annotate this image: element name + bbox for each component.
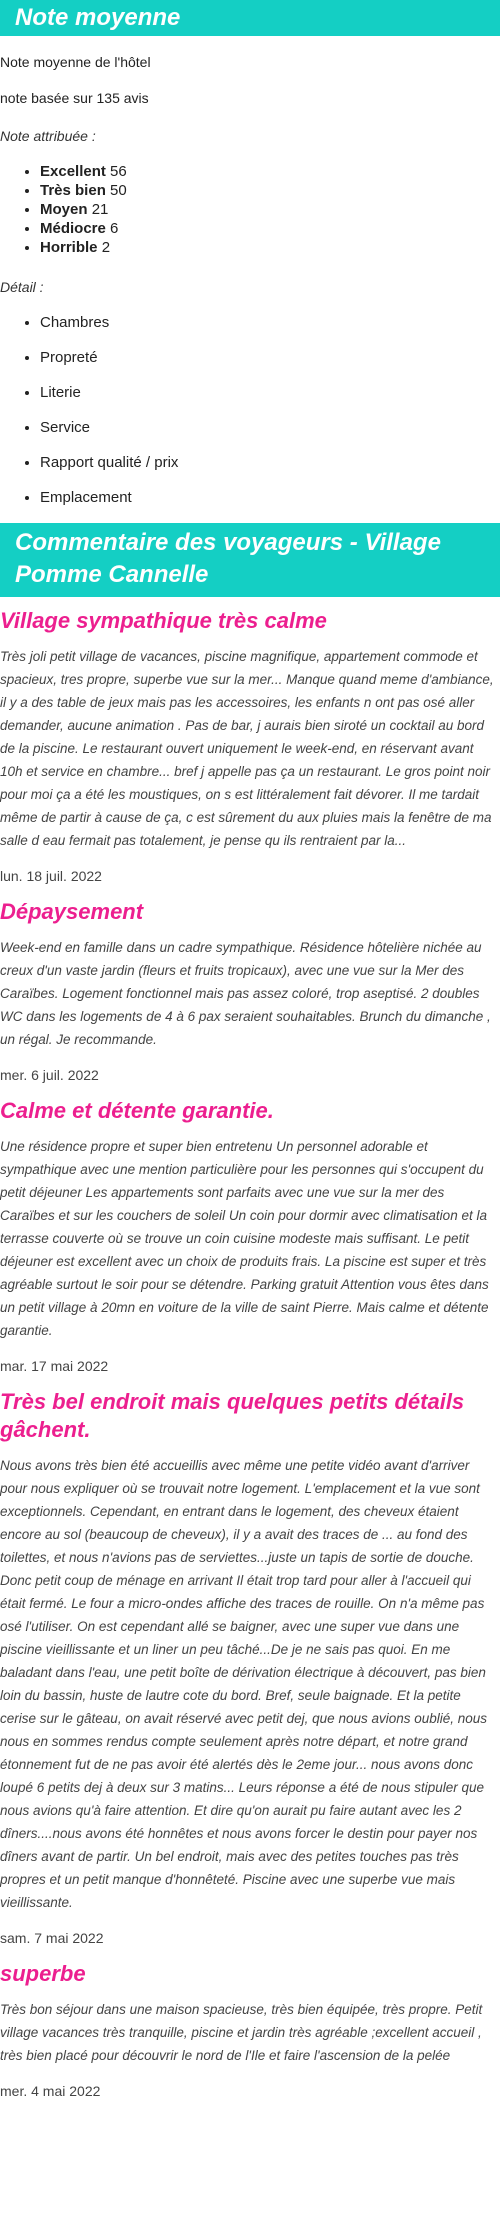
review-date: sam. 7 mai 2022 [0, 1930, 104, 1946]
rating-section-title: Note moyenne [15, 4, 181, 31]
rating-distribution-item: • Moyen 21 [40, 200, 500, 219]
rating-distribution-item: • Excellent 56 [40, 162, 500, 181]
review-date: mar. 17 mai 2022 [0, 1358, 109, 1374]
rating-detail-item: • Rapport qualité / prix [40, 453, 500, 472]
review-title: Dépaysement [0, 899, 144, 924]
rating-section-header [0, 0, 500, 36]
review [0, 1097, 500, 1374]
comments-section-title: Commentaire des voyageurs - Village Pomme Cannelle [15, 529, 441, 588]
review [0, 1960, 500, 2099]
review [0, 1388, 500, 1946]
comments-section-header [0, 523, 500, 597]
review-title: superbe [0, 1961, 86, 1986]
rating-distribution-list [0, 162, 500, 257]
review-date: lun. 18 juil. 2022 [0, 868, 102, 884]
rating-distribution-item: • Médiocre 6 [40, 219, 500, 238]
rating-distribution-item: • Très bien 50 [40, 181, 500, 200]
detail-label: Détail : [0, 279, 44, 295]
review-title: Très bel endroit mais quelques petits détails gâchent. [0, 1389, 465, 1442]
rating-detail-item: • Chambres [40, 313, 500, 332]
rating-detail-item: • Propreté [40, 348, 500, 367]
review [0, 898, 500, 1083]
review-count: note basée sur 135 avis [0, 90, 149, 106]
review-body: Très bon séjour dans une maison spacieuse, très bien équipée, très propre. Petit village vacances très tranquille, piscine et jardin très agréable ;excellent accueil , très bien placé pour découvrir le nord de l'Ile et faire l'ascension de la pelée [0, 2002, 483, 2063]
rating-detail-item: • Service [40, 418, 500, 437]
rating-detail-item: • Emplacement [40, 488, 500, 507]
review-body: Une résidence propre et super bien entretenu Un personnel adorable et sympathique avec une mention particulière pour les personnes qui s'occupent du petit déjeuner Les appartements sont parfaits avec une vue sur la mer des Caraïbes et sur les couchers de soleil Un coin pour dormir avec climatisation et la terrasse couverte où se trouve un coin cuisine modeste mais suffisant. Le petit déjeuner est excellent avec un choix de produits frais. La piscine est super et très agréable surtout le soir pour se détendre. Parking gratuit Attention vous êtes dans un petit village à 20mn en voiture de la ville de saint Pierre. Mais calme et détente garantie. [0, 1139, 489, 1338]
rating-distribution-item: • Horrible 2 [40, 238, 500, 257]
review-title: Calme et détente garantie. [0, 1098, 274, 1123]
review-body: Week-end en famille dans un cadre sympathique. Résidence hôtelière nichée au creux d'un vaste jardin (fleurs et fruits tropicaux), avec une vue sur la Mer des Caraïbes. Logement fonctionnel mais pas assez coloré, trop aseptisé. 2 doubles WC dans les logements de 4 à 6 pax seraient souhaitables. Brunch du dimanche , un régal. Je recommande. [0, 940, 491, 1047]
review [0, 607, 500, 884]
awarded-rating-label: Note attribuée : [0, 128, 96, 144]
hotel-rating-label: Note moyenne de l'hôtel [0, 54, 151, 70]
review-title: Village sympathique très calme [0, 608, 327, 633]
review-body: Très joli petit village de vacances, piscine magnifique, appartement commode et spacieux, tres propre, superbe vue sur la mer... Manque quand meme d'ambiance, il y a des table de jeux mais pas les accessoires, les enfants n ont pas osé aller demander, aucune animation . Pas de bar, j aurais bien siroté un cocktail au bord de la piscine. Le restaurant ouvert uniquement le week-end, en réservant avant 10h et service en chambre... bref j appelle pas ça un restaurant. Le gros point noir pour moi ça a été les moustiques, on s est littéralement fait dévorer. Il me tardait même de partir à cause de ça, c est sûrement du aux pluies mais la fenêtre de ma salle d eau fermait pas totalement, je pense qu ils rentraient par la... [0, 649, 494, 848]
rating-detail-list [0, 313, 500, 507]
review-body: Nous avons très bien été accueillis avec même une petite vidéo avant d'arriver pour nous expliquer où se trouvait notre logement. L'emplacement et la vue sont exceptionnels. Cependant, en entrant dans le logement, des cheveux étaient encore au sol (beaucoup de cheveux), il y a avait des traces de ... au fond des toilettes, et nous n'avions pas de serviettes...juste un tapis de sortie de douche. Donc petit coup de ménage en arrivant Il était trop tard pour aller à l'accueil qui était fermé. Le four a micro-ondes affiche des traces de rouille. On n'a même pas osé l'utiliser. On est cependant allé se baigner, avec une super vue dans une piscine vieillissante et un liner un peu tâché...De je ne sais pas quoi. En me baladant dans l'eau, une petit boîte de dérivation électrique à découvert, pas bien loin du bassin, huste de lautre cote du bord. Bref, seule baignade. Et la petite cerise sur le gâteau, on avait réservé avec petit dej, que nous avions oublié, nous nous en sommes rendus compte seulement après notre départ, et notre grand étonnement fut de ne pas avoir été alertés dès le 2eme jour... nous avons donc loupé 6 petits dej à deux sur 3 matins... Leurs réponse a été de nous stipuler que nous avions qu'à faire attention. Et dire qu'on aurait pu faire autant avec les 2 dîners....nous avons été honnêtes et nous avons forcer le destin pour payer nos dîners avant de partir. Un bel endroit, mais avec des petites touches pas très propres et un petit manque d'honnêteté. Piscine avec une superbe vue mais vieillissante. [0, 1458, 488, 1910]
review-date: mer. 6 juil. 2022 [0, 1067, 99, 1083]
review-date: mer. 4 mai 2022 [0, 2083, 101, 2099]
rating-detail-item: • Literie [40, 383, 500, 402]
